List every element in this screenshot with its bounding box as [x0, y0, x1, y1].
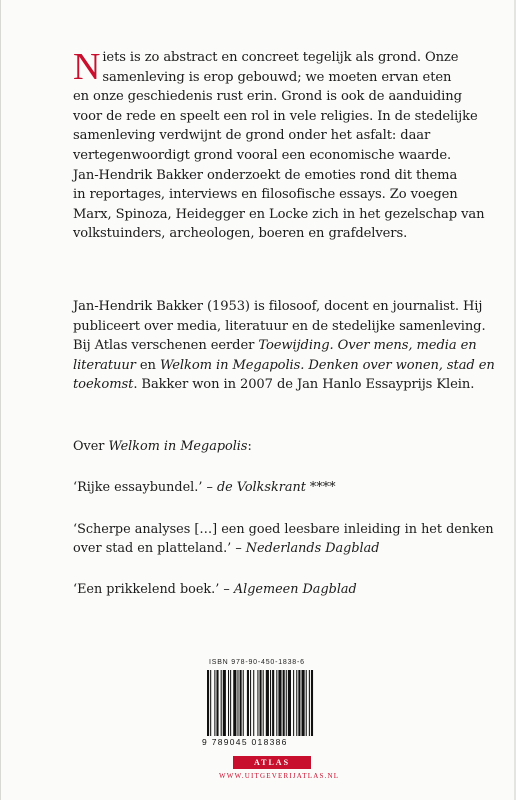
- quote-text: over stad en platteland.’: [73, 541, 232, 556]
- barcode-bar: [221, 670, 222, 736]
- blurb-line: iets is zo abstract en concreet tegelijk als grond. Onze: [102, 50, 459, 65]
- author-bio: [73, 297, 503, 395]
- isbn-label: ISBN 978-90-450-1838-6: [209, 659, 305, 666]
- cover-blurb: [73, 48, 503, 244]
- drop-cap: N: [73, 46, 101, 88]
- barcode-bar: [293, 670, 294, 736]
- barcode-bar: [298, 670, 300, 736]
- barcode-bar: [247, 670, 249, 736]
- review-quote: [73, 580, 357, 599]
- barcode-bar: [210, 670, 211, 736]
- barcode-bar: [230, 670, 231, 736]
- bio-line: [73, 375, 503, 395]
- bio-text: . Bakker won in 2007 de Jan Hanlo Essayprijs Klein.: [133, 377, 475, 393]
- barcode-digits: 9 789045 018386: [202, 737, 288, 747]
- barcode-bar: [272, 670, 274, 736]
- quote-text: ‘Een prikkelend boek.’: [73, 582, 220, 597]
- review-quote: [73, 520, 494, 539]
- review-quote: [73, 478, 336, 497]
- quote-text: ‘Rijke essaybundel.’: [73, 480, 203, 495]
- barcode-bar: [233, 670, 236, 736]
- publisher-url: WWW.UITGEVERIJATLAS.NL: [219, 772, 340, 780]
- heading-text: Over: [73, 439, 109, 454]
- blurb-line: in reportages, interviews en filosofische essays. Zo voegen: [73, 187, 458, 203]
- barcode-bar: [216, 670, 218, 736]
- book-title: Welkom in Megapolis: [108, 439, 248, 454]
- book-title: Welkom in Megapolis. Denken over wonen, stad en: [159, 357, 495, 373]
- barcode-bar: [260, 670, 262, 736]
- barcode-bar: [309, 670, 310, 736]
- barcode-bar: [250, 670, 251, 736]
- bio-line: publiceert over media, literatuur en de stedelijke samenleving.: [73, 318, 486, 334]
- publisher-logo: ATLAS: [233, 756, 311, 769]
- blurb-line: Marx, Spinoza, Heidegger en Locke zich in het gezelschap van: [73, 206, 485, 222]
- star-rating: ****: [305, 480, 336, 495]
- bio-line: Jan-Hendrik Bakker (1953) is filosoof, docent en journalist. Hij: [73, 299, 483, 314]
- book-title: toekomst: [73, 377, 134, 393]
- quote-source: Algemeen Dagblad: [233, 582, 357, 597]
- barcode-bar: [243, 670, 244, 736]
- barcode-bar: [207, 670, 209, 736]
- barcode-bar: [257, 670, 258, 736]
- barcode-bar: [240, 670, 242, 736]
- barcode-bar: [296, 670, 297, 736]
- dash: –: [219, 582, 234, 597]
- review-quote-continued: [73, 539, 379, 558]
- blurb-line: en onze geschiedenis rust erin. Grond is ook de aanduiding: [73, 89, 462, 105]
- blurb-line: Jan-Hendrik Bakker onderzoekt de emoties rond dit thema: [73, 167, 458, 183]
- barcode-bar: [278, 670, 281, 736]
- book-title: Toewijding. Over mens, media en: [258, 338, 477, 354]
- barcode-bar: [283, 670, 285, 736]
- bio-text: Bij Atlas verschenen eerder: [73, 338, 259, 354]
- quote-text: ‘Scherpe analyses […] een goed leesbare inleiding in het denken: [73, 522, 494, 537]
- barcode-bar: [228, 670, 229, 736]
- blurb-line: voor de rede en speelt een rol in vele religies. In de stedelijke: [73, 108, 478, 124]
- bio-line: [73, 356, 503, 376]
- dash: –: [202, 480, 217, 495]
- quote-source: de Volkskrant: [216, 480, 306, 495]
- barcode-bar: [223, 670, 226, 736]
- blurb-line: volkstuinders, archeologen, boeren en grafdelvers.: [73, 226, 408, 242]
- bio-text: en: [135, 357, 160, 373]
- barcode-bar: [214, 670, 215, 736]
- barcode-bar: [306, 670, 307, 736]
- barcode-bar: [276, 670, 277, 736]
- blurb-line: vertegenwoordigt grond vooral een economische waarde.: [73, 147, 452, 163]
- dash: –: [231, 541, 246, 556]
- bio-line: [73, 336, 503, 356]
- barcode-bar: [286, 670, 287, 736]
- barcode-bar: [302, 670, 305, 736]
- barcode-bar: [311, 670, 313, 736]
- reviews-heading: [73, 437, 252, 456]
- barcode-bar: [266, 670, 269, 736]
- barcode-bar: [253, 670, 254, 736]
- barcode-bar: [288, 670, 291, 736]
- quote-source: Nederlands Dagblad: [245, 541, 380, 556]
- book-title: literatuur: [73, 357, 136, 373]
- blurb-line: samenleving verdwijnt de grond onder het asfalt: daar: [73, 128, 431, 144]
- blurb-line: samenleving is erop gebouwd; we moeten ervan eten: [102, 69, 452, 85]
- heading-text: :: [247, 439, 252, 454]
- barcode-bar: [270, 670, 271, 736]
- barcode-bar: [263, 670, 264, 736]
- barcode-bar: [237, 670, 238, 736]
